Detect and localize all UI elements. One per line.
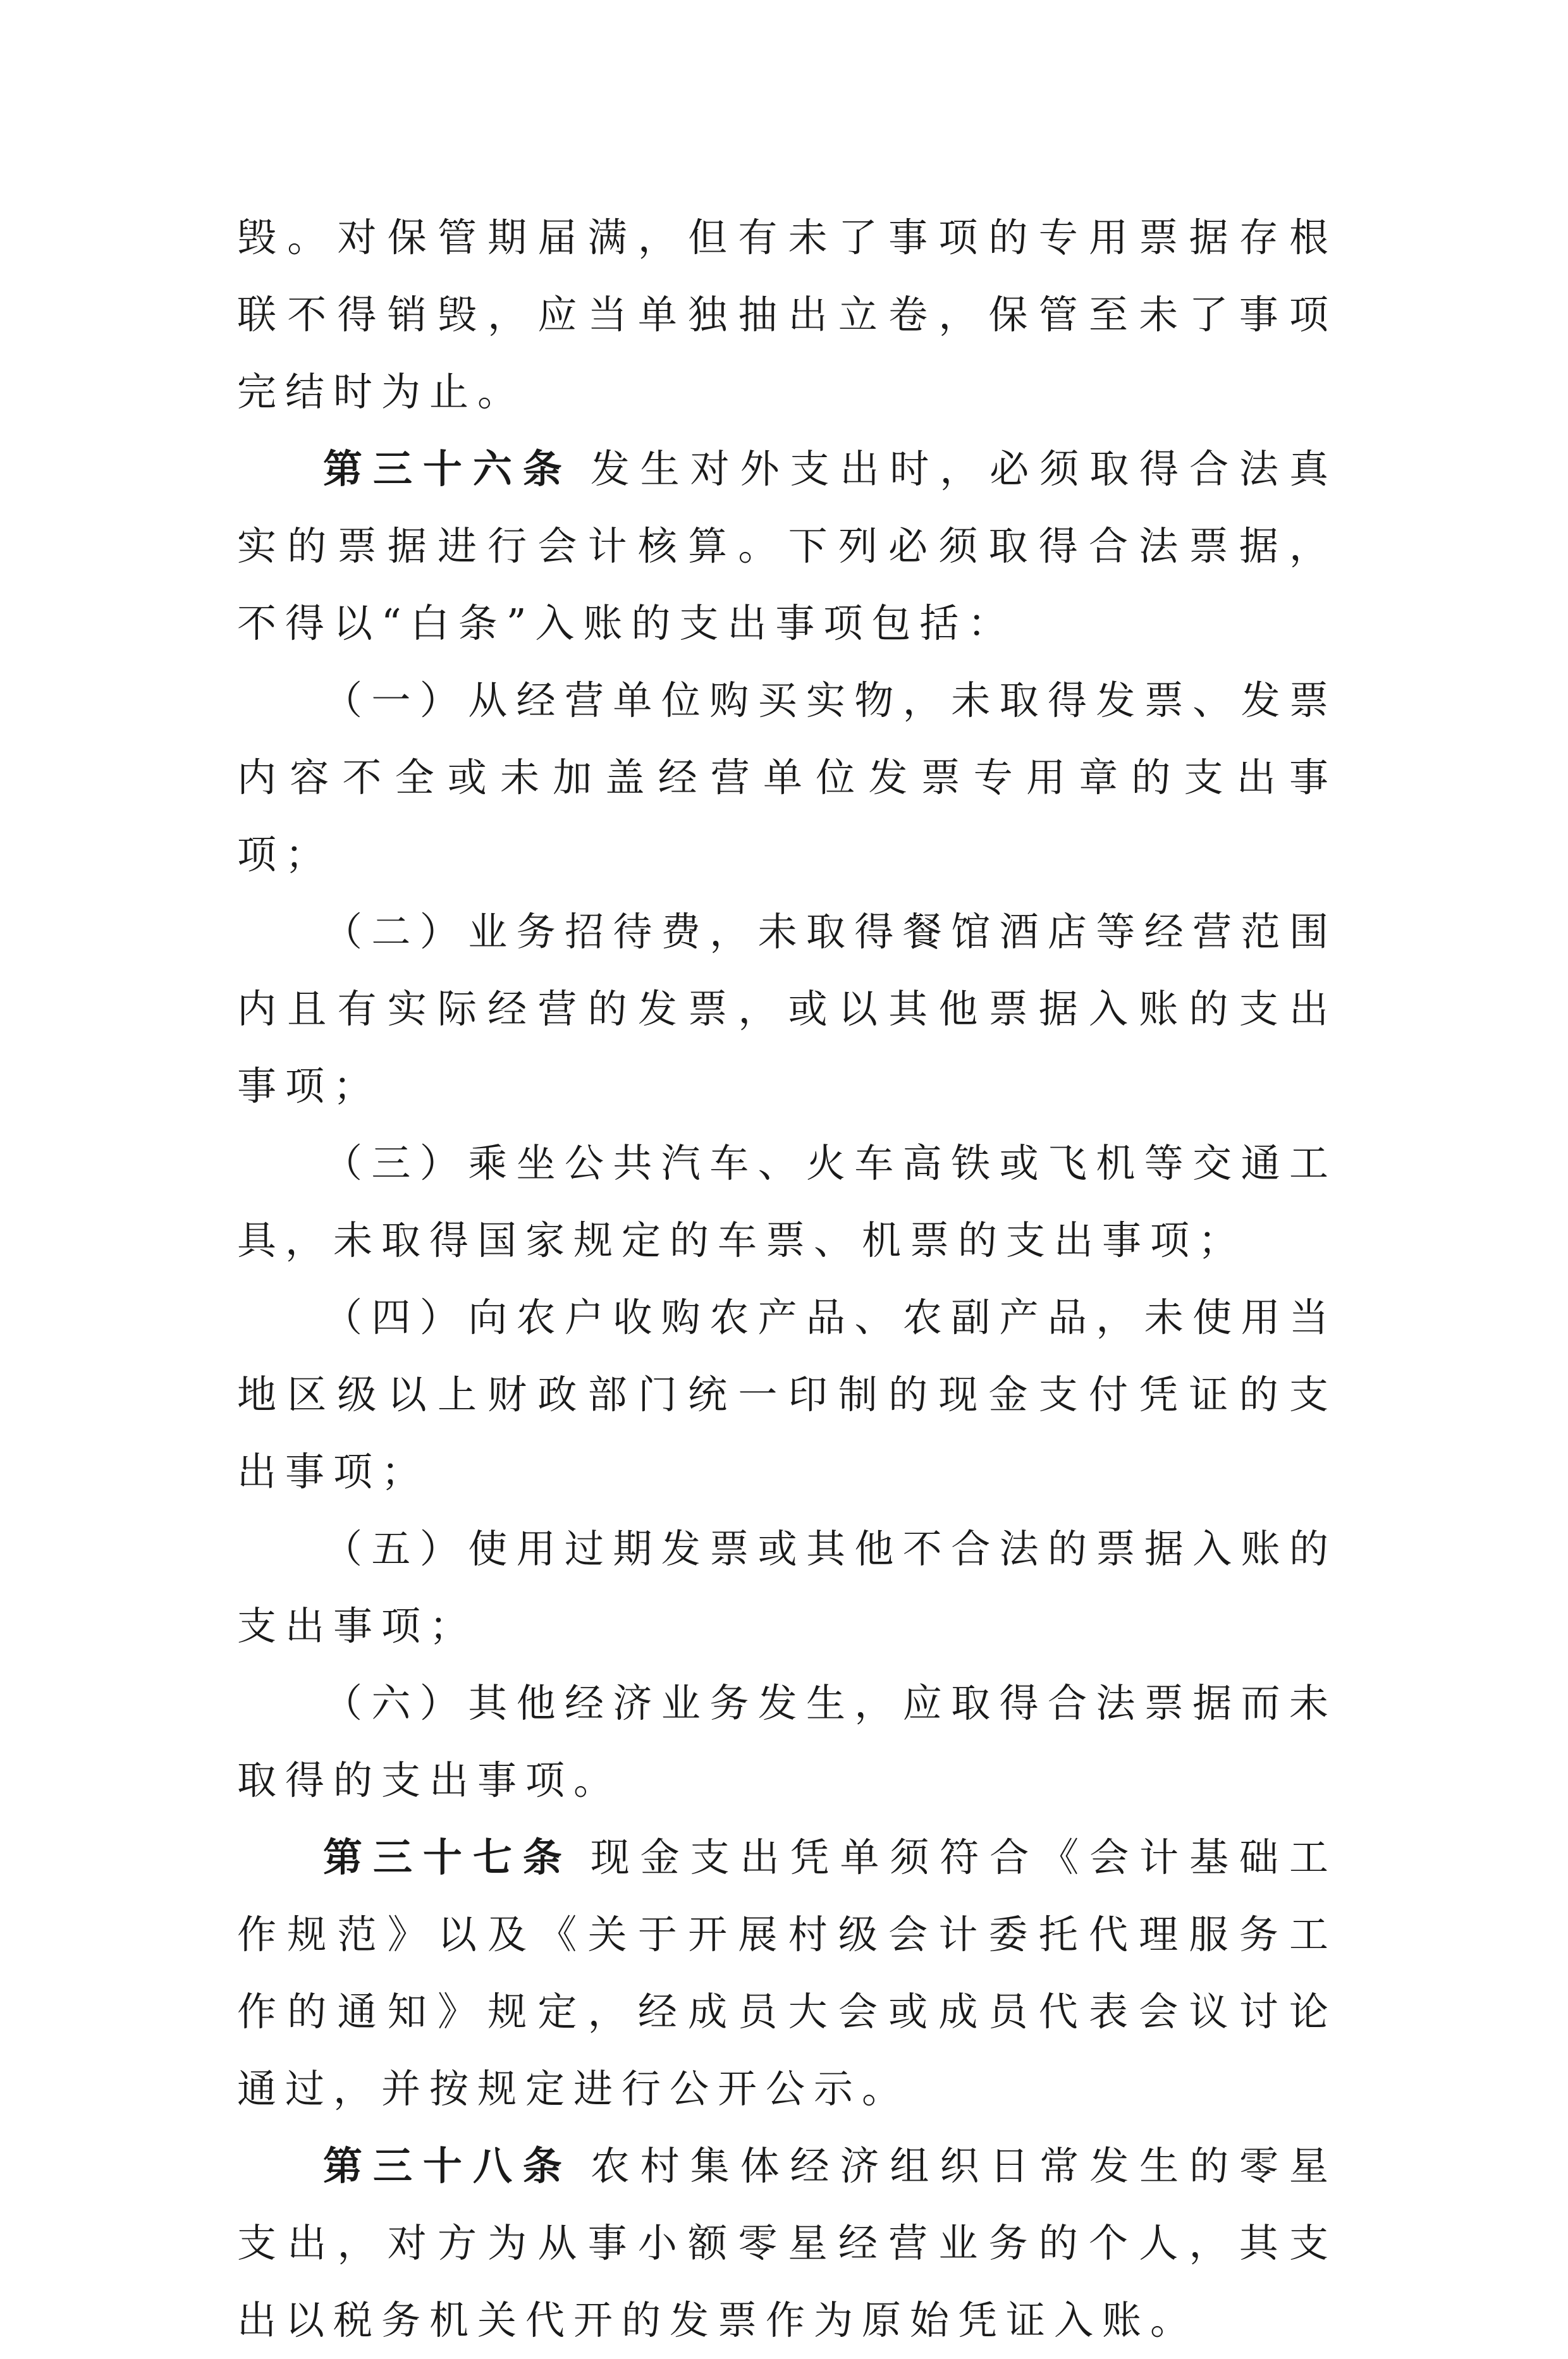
article-37-paragraph bbox=[237, 1819, 1337, 2128]
list-item-text: （一）从经营单位购买实物，未取得发票、发票内容不全或未加盖经营单位发票专用章的支出事项； bbox=[237, 677, 1337, 878]
list-item-text: （三）乘坐公共汽车、火车高铁或飞机等交通工具，未取得国家规定的车票、机票的支出事项； bbox=[237, 1140, 1337, 1263]
list-item-2 bbox=[237, 893, 1337, 1125]
article-heading: 第三十八条 bbox=[323, 2143, 573, 2189]
paragraph-continuation bbox=[237, 199, 1337, 431]
article-heading: 第三十七条 bbox=[323, 1834, 573, 1880]
article-heading: 第三十六条 bbox=[323, 446, 573, 492]
list-item-3 bbox=[237, 1125, 1337, 1279]
list-item-text: （五）使用过期发票或其他不合法的票据入账的支出事项； bbox=[237, 1526, 1337, 1649]
list-item-text: （六）其他经济业务发生，应取得合法票据而未取得的支出事项。 bbox=[237, 1680, 1337, 1803]
list-item-1 bbox=[237, 662, 1337, 893]
article-38-paragraph bbox=[237, 2128, 1337, 2359]
paragraph-text: 毁。对保管期届满，但有未了事项的专用票据存根联不得销毁，应当单独抽出立卷，保管至未了事项完结时为止。 bbox=[237, 214, 1337, 415]
paragraph-text: 农村集体经济组织日常发生的零星支出，对方为从事小额零星经营业务的个人，其支出以税务机关代开的发票作为原始凭证入账。 bbox=[237, 2143, 1337, 2343]
list-item-4 bbox=[237, 1279, 1337, 1510]
list-item-6 bbox=[237, 1665, 1337, 1819]
list-item-text: （二）业务招待费，未取得餐馆酒店等经营范围内且有实际经营的发票，或以其他票据入账的支出事项； bbox=[237, 909, 1337, 1109]
list-item-text: （四）向农户收购农产品、农副产品，未使用当地区级以上财政部门统一印制的现金支付凭证的支出事项； bbox=[237, 1294, 1337, 1495]
list-item-5 bbox=[237, 1510, 1337, 1665]
document-page bbox=[237, 199, 1337, 2359]
paragraph-text: 发生对外支出时，必须取得合法真实的票据进行会计核算。下列必须取得合法票据，不得以“白条”入账的支出事项包括： bbox=[237, 446, 1337, 646]
paragraph-text: 现金支出凭单须符合《会计基础工作规范》以及《关于开展村级会计委托代理服务工作的通知》规定，经成员大会或成员代表会议讨论通过，并按规定进行公开公示。 bbox=[237, 1834, 1337, 2112]
article-36-paragraph bbox=[237, 431, 1337, 662]
